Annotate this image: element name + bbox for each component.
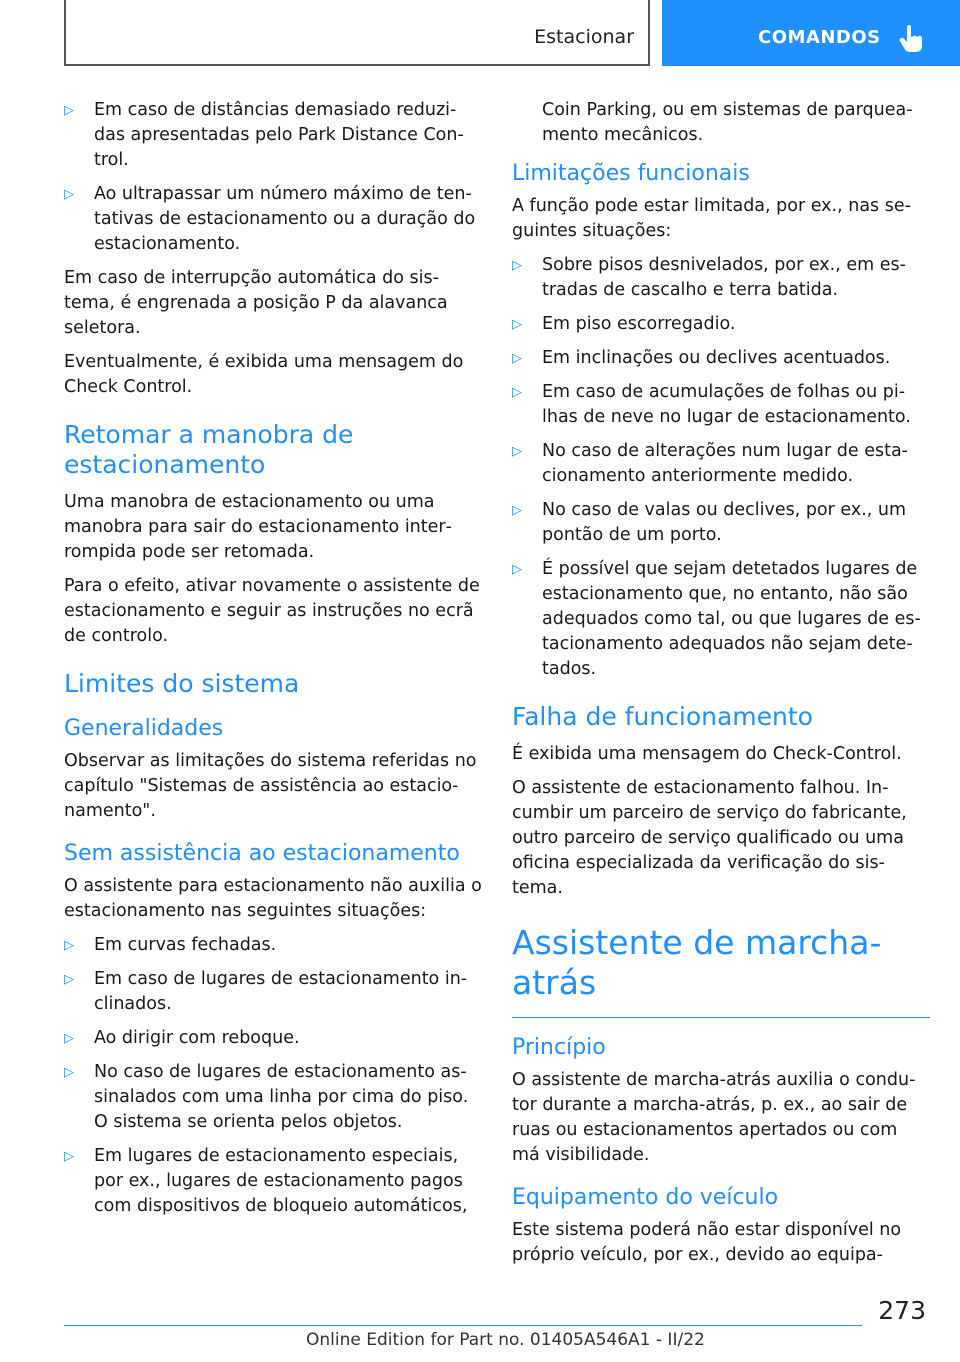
heading-assistente-marcha-atras: Assistente de marcha-atrás (512, 923, 930, 1018)
paragraph: Em caso de interrupção automática do sis‐ tema, é engrenada a posição P da alavanca seletora. (64, 268, 448, 338)
chapter-tab[interactable] (662, 0, 960, 66)
bullet-triangle-icon: ▷ (512, 562, 522, 577)
list-item: ▷ Em caso de acumulações de folhas ou pi‐ lhas de neve no lugar de estacionamento. (512, 382, 911, 427)
list-item: ▷ No caso de valas ou declives, por ex., um pontão de um porto. (512, 500, 907, 545)
list-item: ▷ Ao dirigir com reboque. (64, 1026, 482, 1051)
heading-limitacoes: Limitações funcionais (512, 161, 750, 186)
chapter-tab-label: COMANDOS (758, 27, 881, 48)
heading-retomar: Retomar a manobra de estacionamento (64, 420, 354, 479)
list-item: ▷ No caso de lugares de estacionamento as‐ sinalados com uma linha por cima do piso. O sistema se orienta pelos objetos. (64, 1062, 469, 1132)
bullet-triangle-icon: ▷ (512, 351, 522, 366)
bullet-triangle-icon: ▷ (64, 1065, 74, 1080)
section-title: Estacionar (534, 26, 634, 48)
paragraph: Uma manobra de estacionamento ou uma manobra para sair do estacionamento inter‐ rompida pode ser retomada. (64, 492, 452, 562)
list-item: ▷ Em inclinações ou declives acentuados. (512, 346, 930, 371)
heading-falha: Falha de funcionamento (512, 702, 813, 731)
bullet-triangle-icon: ▷ (64, 103, 74, 118)
paragraph: Eventualmente, é exibida uma mensagem do Check Control. (64, 352, 464, 397)
pointing-hand-icon (898, 24, 924, 54)
bullet-triangle-icon: ▷ (512, 444, 522, 459)
paragraph: É exibida uma mensagem do Check-Control. (512, 744, 902, 764)
bullet-triangle-icon: ▷ (512, 258, 522, 273)
bullet-triangle-icon: ▷ (64, 187, 74, 202)
list-item: ▷ No caso de alterações num lugar de esta‐ cionamento anteriormente medido. (512, 441, 908, 486)
heading-equipamento: Equipamento do veículo (512, 1185, 779, 1210)
heading-limites: Limites do sistema (64, 669, 300, 698)
heading-sem-assistencia: Sem assistência ao estacionamento (64, 841, 460, 866)
paragraph: O assistente para estacionamento não auxilia o estacionamento nas seguintes situações: (64, 876, 482, 921)
left-column (64, 98, 482, 1228)
paragraph: O assistente de marcha-atrás auxilia o condu‐ tor durante a marcha-atrás, p. ex., ao sair de ruas ou estacionamentos apertados ou com má visibilidade. (512, 1070, 916, 1165)
footer-divider (64, 1325, 862, 1326)
list-item: ▷ Em lugares de estacionamento especiais, por ex., lugares de estacionamento pagos com dispositivos de bloqueio automáticos, (64, 1146, 468, 1216)
paragraph: O assistente de estacionamento falhou. In‐ cumbir um parceiro de serviço do fabricante, outro parceiro de serviço qualificado ou uma oficina especializada da verificação do sis‐ tema. (512, 778, 907, 898)
paragraph: Observar as limitações do sistema referidas no capítulo "Sistemas de assistência ao estacio‐ namento". (64, 751, 477, 821)
bullet-triangle-icon: ▷ (64, 1149, 74, 1164)
bullet-triangle-icon: ▷ (512, 503, 522, 518)
bullet-triangle-icon: ▷ (512, 317, 522, 332)
paragraph: Este sistema poderá não estar disponível no próprio veículo, por ex., devido ao equipa‐ (512, 1220, 902, 1265)
page-number: 273 (878, 1296, 926, 1325)
list-item: ▷ Em caso de lugares de estacionamento in‐ clinados. (64, 969, 468, 1014)
bullet-triangle-icon: ▷ (512, 385, 522, 400)
bullet-triangle-icon: ▷ (64, 972, 74, 987)
paragraph: A função pode estar limitada, por ex., nas se‐ guintes situações: (512, 196, 911, 241)
edition-footer: Online Edition for Part no. 01405A546A1 - II/22 (306, 1330, 705, 1350)
list-item: ▷ Em caso de distâncias demasiado reduzi‐ das apresentadas pelo Park Distance Con‐ trol. (64, 100, 464, 170)
list-item: ▷ É possível que sejam detetados lugares de estacionamento que, no entanto, não são adequados como tal, ou que lugares de es‐ tacionamento adequados não sejam dete‐ tados. (512, 559, 921, 679)
bullet-triangle-icon: ▷ (64, 938, 74, 953)
bullet-triangle-icon: ▷ (64, 1031, 74, 1046)
paragraph-continuation: Coin Parking, ou em sistemas de parquea‐ mento mecânicos. (542, 100, 913, 145)
heading-generalidades: Generalidades (64, 716, 224, 741)
list-item: ▷ Em piso escorregadio. (512, 312, 930, 337)
list-item: ▷ Em curvas fechadas. (64, 933, 482, 958)
heading-principio: Princípio (512, 1035, 606, 1060)
header-frame (64, 0, 650, 66)
paragraph: Para o efeito, ativar novamente o assistente de estacionamento e seguir as instruções no ecrã de controlo. (64, 576, 480, 646)
list-item: ▷ Sobre pisos desnivelados, por ex., em es‐ tradas de cascalho e terra batida. (512, 255, 906, 300)
list-item: ▷ Ao ultrapassar um número máximo de ten‐ tativas de estacionamento ou a duração do estacionamento. (64, 184, 476, 254)
right-column (512, 98, 930, 1277)
